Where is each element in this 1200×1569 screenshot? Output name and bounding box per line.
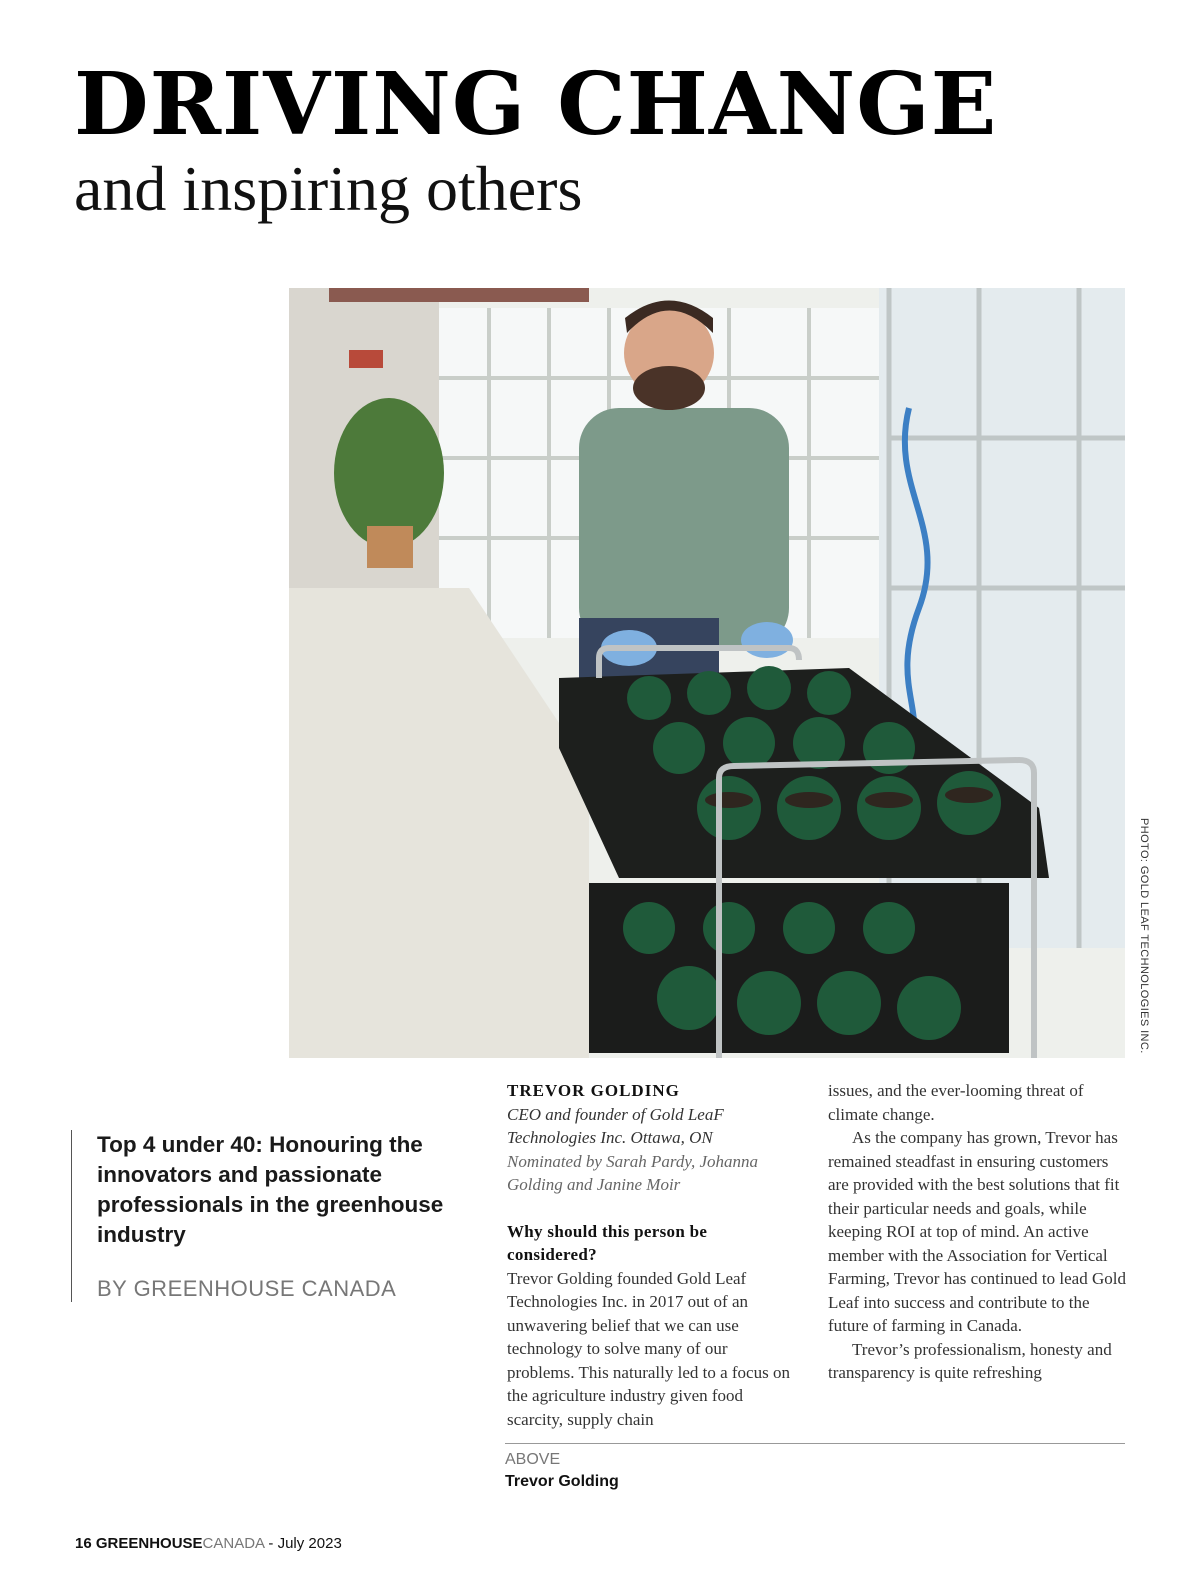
- body-paragraph: issues, and the ever-looming threat of climate change.: [828, 1081, 1084, 1124]
- subheadline: and inspiring others: [74, 153, 583, 224]
- body-paragraph: As the company has grown, Trevor has remained steadfast in ensuring customers are provided with the best solutions that fit their particular needs and goals, while keeping ROI at top of mind. An active member with the Association for Vertical Farming, Trevor has continued to lead Gold Leaf into success and contribute to the future of farming in Canada.: [828, 1128, 1126, 1335]
- magazine-name: GREENHOUSE: [95, 1535, 203, 1552]
- caption-text: Trevor Golding: [505, 1473, 619, 1490]
- issue-date: - July 2023: [268, 1535, 342, 1552]
- caption-divider: [505, 1443, 1125, 1444]
- body-paragraph: Trevor’s professionalism, honesty and transparency is quite refreshing: [828, 1339, 1112, 1382]
- deck-title: Top 4 under 40: Honouring the innovators and passionate professionals in the greenhouse industry: [97, 1132, 444, 1247]
- profile-name: TREVOR GOLDING: [507, 1081, 680, 1100]
- byline: BY GREENHOUSE CANADA: [97, 1276, 397, 1301]
- question-heading: Why should this person be considered?: [507, 1221, 708, 1264]
- profile-nominated: Nominated by Sarah Pardy, Johanna Golding and Janine Moir: [507, 1151, 759, 1194]
- page-number: 16: [75, 1535, 92, 1552]
- photo-credit: PHOTO: GOLD LEAF TECHNOLOGIES INC.: [1138, 818, 1150, 1054]
- deck-block: [71, 1130, 467, 1302]
- photo-trevor-golding: [289, 288, 1125, 1058]
- headline: DRIVING CHANGE: [74, 54, 998, 155]
- magazine-name-light: CANADA: [202, 1535, 265, 1552]
- page-footer: [75, 1535, 342, 1552]
- body-column-1: [507, 1079, 797, 1431]
- body-paragraph: Trevor Golding founded Gold Leaf Technologies Inc. in 2017 out of an unwavering belief that we can use technology to solve many of our problems. This naturally led to a focus on the agriculture industry given food scarcity, supply chain: [507, 1268, 790, 1429]
- caption-label: ABOVE: [505, 1451, 561, 1468]
- body-column-2: [828, 1079, 1128, 1385]
- profile-title: CEO and founder of Gold LeaF Technologies Inc. Ottawa, ON: [507, 1104, 724, 1147]
